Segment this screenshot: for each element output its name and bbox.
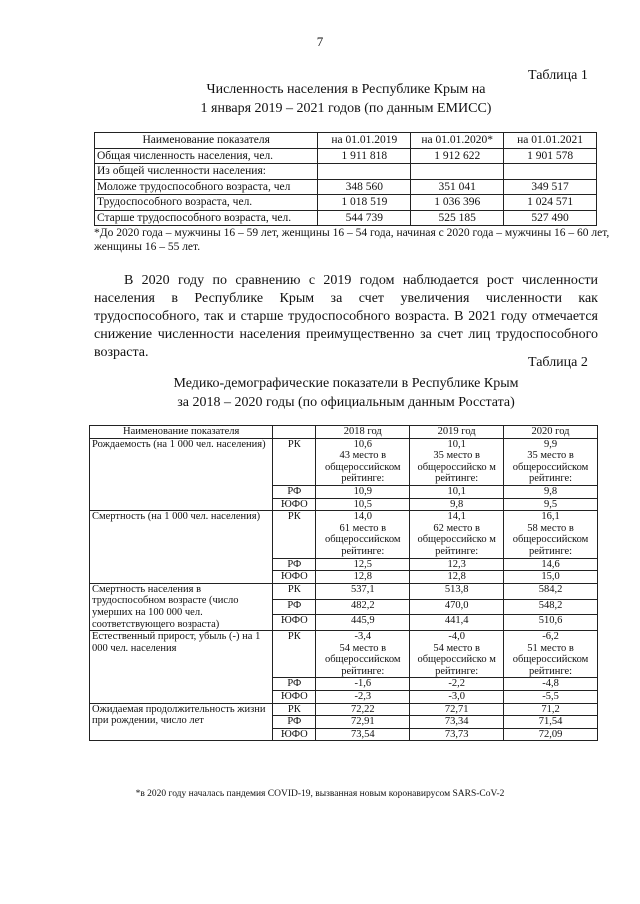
table1-note: *До 2020 года – мужчины 16 – 59 лет, женщины 16 – 54 года, начиная с 2020 года – мужчины 16 – 60 лет, женщины 16 – 55 лет. bbox=[94, 227, 610, 253]
table-header-row bbox=[95, 133, 597, 149]
value-text: 470,0 bbox=[444, 599, 469, 611]
value-cell bbox=[410, 716, 504, 729]
rank-text: 54 место в общероссийском рейтинге: bbox=[324, 642, 401, 677]
value-cell: 1 901 578 bbox=[504, 148, 597, 164]
value-text: -2,3 bbox=[354, 691, 372, 703]
region-cell: РФ bbox=[273, 558, 316, 571]
table2-title-line2: за 2018 – 2020 годы (по официальным данным Росстата) bbox=[177, 395, 515, 410]
value-text: 10,5 bbox=[353, 498, 372, 510]
rank-text: 58 место в общероссийском рейтинге: bbox=[512, 522, 589, 557]
region-cell: РФ bbox=[273, 485, 316, 498]
value-text: 14,0 bbox=[353, 511, 372, 523]
value-text: 537,1 bbox=[350, 583, 375, 595]
table2-label: Таблица 2 bbox=[528, 355, 588, 370]
indicator-name: Смертность (на 1 000 чел. населения) bbox=[90, 511, 273, 584]
indicator-name: Старше трудоспособного возраста, чел. bbox=[95, 210, 318, 226]
value-cell bbox=[316, 678, 410, 691]
value-cell bbox=[410, 703, 504, 716]
value-text: 548,2 bbox=[538, 599, 563, 611]
value-text: 73,73 bbox=[444, 728, 469, 740]
value-cell bbox=[504, 511, 598, 558]
rank-text: 51 место в общероссийском рейтинге: bbox=[512, 642, 589, 677]
table-row bbox=[95, 195, 597, 211]
value-text: 71,54 bbox=[538, 716, 563, 728]
value-cell bbox=[504, 716, 598, 729]
value-text: 71,2 bbox=[541, 703, 560, 715]
value-cell bbox=[316, 615, 410, 631]
value-cell bbox=[316, 558, 410, 571]
value-text: 441,4 bbox=[444, 615, 469, 627]
value-cell bbox=[410, 678, 504, 691]
table1-title bbox=[94, 80, 598, 118]
value-text: -4,8 bbox=[542, 678, 559, 690]
column-header: 2018 год bbox=[316, 426, 410, 439]
value-text: 513,8 bbox=[444, 583, 469, 595]
value-text: 14,6 bbox=[541, 558, 560, 570]
table-row bbox=[90, 631, 598, 678]
value-cell bbox=[318, 164, 411, 180]
value-cell: 544 739 bbox=[318, 210, 411, 226]
value-cell bbox=[504, 558, 598, 571]
indicator-name: Смертность населения в трудоспособном возрасте (число умерших на 100 000 чел. соответствующего возраста) bbox=[90, 583, 273, 630]
column-header: на 01.01.2021 bbox=[504, 133, 597, 149]
value-cell: 527 490 bbox=[504, 210, 597, 226]
value-text: 16,1 bbox=[541, 511, 560, 523]
rank-text: 54 место в общероссийско м рейтинге: bbox=[417, 642, 496, 677]
value-cell bbox=[410, 599, 504, 615]
column-header: Наименование показателя bbox=[90, 426, 273, 439]
value-cell: 349 517 bbox=[504, 179, 597, 195]
value-text: 14,1 bbox=[447, 511, 466, 523]
region-cell: ЮФО bbox=[273, 571, 316, 584]
region-cell: РК bbox=[273, 631, 316, 678]
value-cell bbox=[410, 558, 504, 571]
value-text: 73,34 bbox=[444, 716, 469, 728]
value-cell bbox=[316, 583, 410, 599]
value-cell bbox=[316, 691, 410, 704]
value-text: 510,6 bbox=[538, 615, 563, 627]
value-cell bbox=[411, 164, 504, 180]
value-cell: 1 911 818 bbox=[318, 148, 411, 164]
region-cell: РФ bbox=[273, 599, 316, 615]
table-row bbox=[95, 179, 597, 195]
region-cell: РК bbox=[273, 583, 316, 599]
value-text: 72,09 bbox=[538, 728, 563, 740]
value-text: 10,1 bbox=[447, 485, 466, 497]
region-cell: РК bbox=[273, 511, 316, 558]
column-header: Наименование показателя bbox=[95, 133, 318, 149]
value-cell bbox=[316, 599, 410, 615]
value-text: -3,0 bbox=[448, 691, 465, 703]
paragraph-text: В 2020 году по сравнению с 2019 годом наблюдается рост численности населения в Республике Крым за счет увеличения численности как трудоспособного, так и старше трудоспособного возраста. В 2021 году отмечается снижение численности населения преимущественно за счет лиц трудоспособного возраста. bbox=[94, 273, 598, 360]
footnote: *в 2020 году началась пандемия COVID-19, вызванная новым коронавирусом SARS-CoV-2 bbox=[135, 789, 505, 799]
table1-title-line2: 1 января 2019 – 2021 годов (по данным ЕМИСС) bbox=[200, 101, 492, 116]
table1-title-line1: Численность населения в Республике Крым на bbox=[206, 82, 486, 97]
value-cell bbox=[316, 498, 410, 511]
value-text: -6,2 bbox=[542, 631, 559, 643]
value-cell bbox=[410, 571, 504, 584]
value-cell bbox=[410, 438, 504, 485]
table-row bbox=[90, 511, 598, 558]
value-cell bbox=[410, 511, 504, 558]
value-text: 445,9 bbox=[350, 615, 375, 627]
value-text: -2,2 bbox=[448, 678, 465, 690]
value-cell bbox=[316, 631, 410, 678]
value-cell bbox=[504, 164, 597, 180]
table2-title bbox=[94, 374, 598, 412]
region-cell: РФ bbox=[273, 716, 316, 729]
region-cell: РК bbox=[273, 703, 316, 716]
value-cell bbox=[504, 571, 598, 584]
value-cell bbox=[504, 583, 598, 599]
value-cell bbox=[504, 728, 598, 741]
column-header: на 01.01.2020* bbox=[411, 133, 504, 149]
value-text: 10,6 bbox=[353, 438, 372, 450]
value-cell bbox=[410, 691, 504, 704]
page-number: 7 bbox=[316, 34, 324, 49]
table2-title-line1: Медико-демографические показатели в Республике Крым bbox=[173, 376, 519, 391]
value-cell bbox=[504, 498, 598, 511]
value-cell bbox=[410, 631, 504, 678]
table-row bbox=[90, 438, 598, 485]
body-paragraph bbox=[94, 272, 598, 362]
value-cell bbox=[410, 583, 504, 599]
value-cell bbox=[504, 703, 598, 716]
value-cell bbox=[504, 615, 598, 631]
value-cell bbox=[504, 678, 598, 691]
table-row bbox=[95, 164, 597, 180]
value-text: 72,91 bbox=[350, 716, 375, 728]
value-cell bbox=[316, 438, 410, 485]
value-cell: 1 018 519 bbox=[318, 195, 411, 211]
value-text: 584,2 bbox=[538, 583, 563, 595]
value-cell bbox=[316, 511, 410, 558]
value-cell bbox=[410, 615, 504, 631]
indicator-name: Естественный прирост, убыль (-) на 1 000 чел. населения bbox=[90, 631, 273, 704]
table-row bbox=[90, 583, 598, 599]
value-cell bbox=[316, 703, 410, 716]
column-header: 2020 год bbox=[504, 426, 598, 439]
indicator-name: Рождаемость (на 1 000 чел. населения) bbox=[90, 438, 273, 511]
value-text: 9,5 bbox=[543, 498, 558, 510]
value-cell: 1 036 396 bbox=[411, 195, 504, 211]
value-text: 12,8 bbox=[353, 571, 372, 583]
value-cell bbox=[410, 498, 504, 511]
value-text: 72,71 bbox=[444, 703, 469, 715]
value-cell: 525 185 bbox=[411, 210, 504, 226]
value-text: 12,3 bbox=[447, 558, 466, 570]
value-text: -3,4 bbox=[354, 631, 372, 643]
indicator-name: Трудоспособного возраста, чел. bbox=[95, 195, 318, 211]
value-cell bbox=[504, 599, 598, 615]
value-cell bbox=[504, 691, 598, 704]
value-cell bbox=[504, 438, 598, 485]
value-cell bbox=[504, 631, 598, 678]
demographic-table bbox=[89, 425, 598, 741]
value-cell: 1 912 622 bbox=[411, 148, 504, 164]
region-cell: ЮФО bbox=[273, 615, 316, 631]
value-cell bbox=[316, 571, 410, 584]
value-cell bbox=[316, 485, 410, 498]
region-cell: ЮФО bbox=[273, 691, 316, 704]
rank-text: 35 место в общероссийско м рейтинге: bbox=[417, 450, 496, 485]
table-row bbox=[90, 703, 598, 716]
value-text: 73,54 bbox=[350, 728, 375, 740]
value-text: 9,8 bbox=[450, 498, 464, 510]
value-cell bbox=[316, 728, 410, 741]
population-table bbox=[94, 132, 597, 226]
region-cell: РФ bbox=[273, 678, 316, 691]
value-cell bbox=[410, 485, 504, 498]
value-cell: 351 041 bbox=[411, 179, 504, 195]
rank-text: 62 место в общероссийско м рейтинге: bbox=[417, 522, 496, 557]
table-row bbox=[95, 148, 597, 164]
region-cell: ЮФО bbox=[273, 498, 316, 511]
indicator-name: Из общей численности населения: bbox=[95, 164, 318, 180]
value-text: -1,6 bbox=[354, 678, 372, 690]
value-text: 482,2 bbox=[350, 599, 375, 611]
value-text: 9,8 bbox=[543, 485, 558, 497]
table-header-row bbox=[90, 426, 598, 439]
value-text: 10,9 bbox=[353, 485, 372, 497]
value-text: 15,0 bbox=[541, 571, 560, 583]
value-text: 10,1 bbox=[447, 438, 466, 450]
indicator-name: Моложе трудоспособного возраста, чел bbox=[95, 179, 318, 195]
region-cell: РК bbox=[273, 438, 316, 485]
value-text: 12,5 bbox=[353, 558, 372, 570]
value-cell: 1 024 571 bbox=[504, 195, 597, 211]
value-cell bbox=[410, 728, 504, 741]
indicator-name: Общая численность населения, чел. bbox=[95, 148, 318, 164]
column-header: 2019 год bbox=[410, 426, 504, 439]
table-row bbox=[95, 210, 597, 226]
rank-text: 43 место в общероссийском рейтинге: bbox=[324, 450, 401, 485]
table1-label: Таблица 1 bbox=[528, 68, 588, 83]
value-text: 9,9 bbox=[543, 438, 558, 450]
indicator-name: Ожидаемая продолжительность жизни при рождении, число лет bbox=[90, 703, 273, 741]
value-cell bbox=[316, 716, 410, 729]
value-text: -4,0 bbox=[448, 631, 465, 643]
rank-text: 61 место в общероссийском рейтинге: bbox=[324, 522, 401, 557]
value-text: 12,8 bbox=[447, 571, 466, 583]
region-cell: ЮФО bbox=[273, 728, 316, 741]
value-text: -5,5 bbox=[542, 691, 559, 703]
value-cell bbox=[504, 485, 598, 498]
column-header: на 01.01.2019 bbox=[318, 133, 411, 149]
value-text: 72,22 bbox=[350, 703, 375, 715]
rank-text: 35 место в общероссийском рейтинге: bbox=[512, 450, 589, 485]
column-header bbox=[273, 426, 316, 439]
value-cell: 348 560 bbox=[318, 179, 411, 195]
